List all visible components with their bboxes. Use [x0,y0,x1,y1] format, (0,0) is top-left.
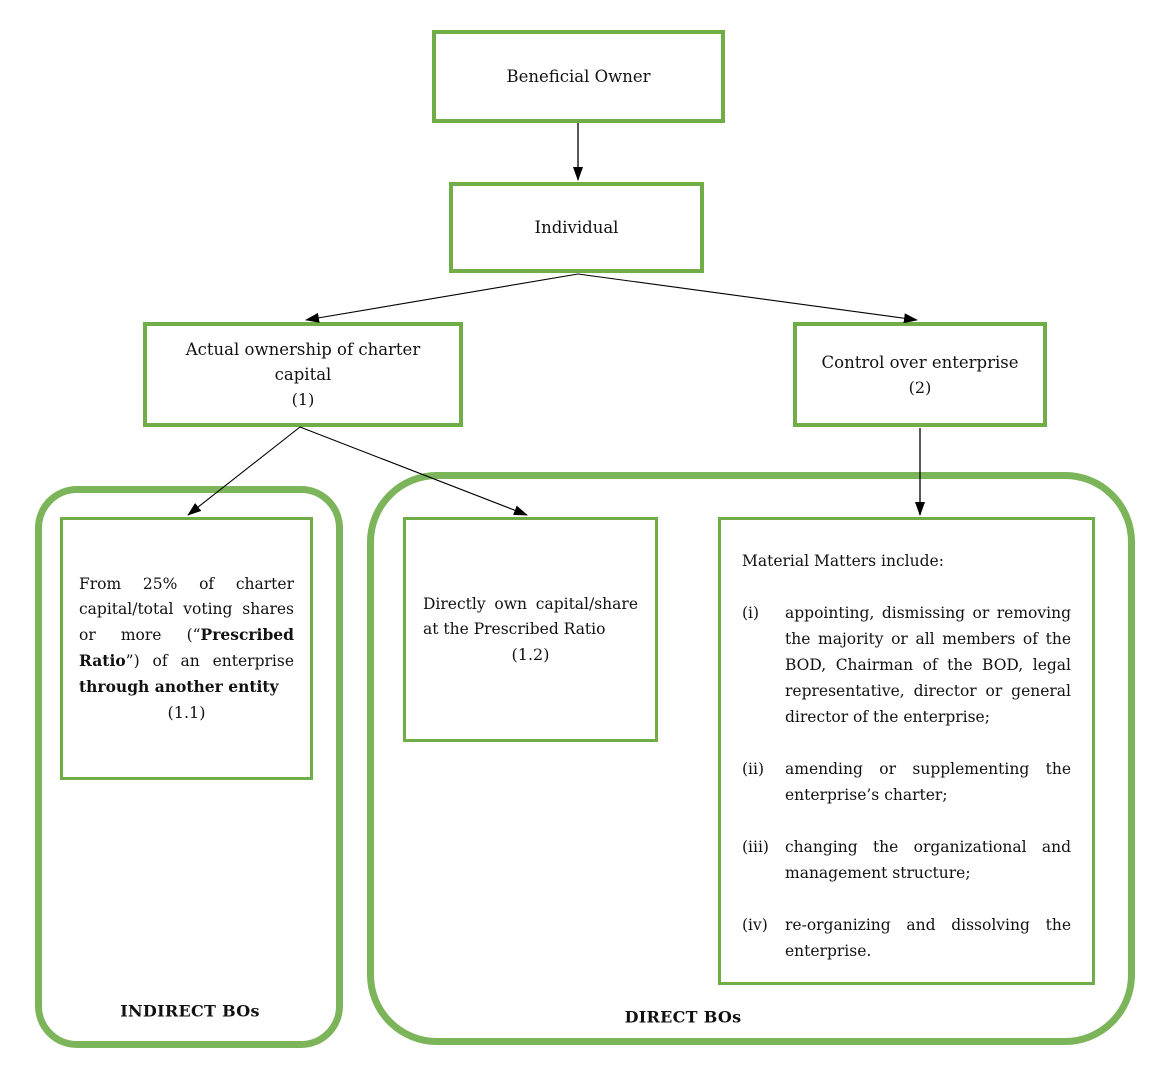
actual-ownership-box [143,322,463,427]
indirect-ownership-text-part1: From 25% of charter capital/total voting shares or more (“ [79,575,294,644]
material-matters-item-1-num: (i) [742,604,760,622]
material-matters-item-2-text: amending or supplementing the enterprise’s charter; [785,760,1071,804]
control-over-enterprise-ref: (2) [908,377,932,397]
direct-ownership-text: Directly own capital/share at the Prescribed Ratio [423,595,638,638]
material-matters-item-3 [742,834,1071,886]
indirect-ownership-text-bold1: Prescribed Ratio [79,625,294,670]
material-matters-item-4 [742,912,1071,964]
material-matters-heading: Material Matters include: [742,552,944,570]
individual-label: Individual [534,218,619,237]
beneficial-owner-label: Beneficial Owner [506,67,651,86]
indirect-ownership-box [60,517,313,780]
indirect-ownership-text [79,572,294,700]
indirect-ownership-text-part2: ”) of an enterprise [125,652,294,670]
control-over-enterprise-box [793,322,1047,427]
material-matters-item-4-num: (iv) [742,916,768,934]
material-matters-item-4-text: re-organizing and dissolving the enterprise. [785,916,1071,960]
indirect-bos-label: INDIRECT BOs [120,1001,260,1021]
indirect-ownership-text-bold2: through another entity [79,677,279,696]
indirect-ownership-ref: (1.1) [167,703,206,722]
material-matters-item-3-num: (iii) [742,838,769,856]
material-matters-item-2 [742,756,1071,808]
control-over-enterprise-label: Control over enterprise [821,352,1019,372]
arrow-individual-to-control [578,274,917,320]
direct-ownership-box [403,517,658,742]
material-matters-box [718,517,1095,985]
individual-box [449,182,704,273]
actual-ownership-label: Actual ownership of charter capital [185,340,421,384]
material-matters-item-1 [742,600,1071,730]
actual-ownership-ref: (1) [291,390,315,409]
material-matters-item-2-num: (ii) [742,760,765,778]
direct-ownership-ref: (1.2) [511,645,550,664]
arrow-individual-to-ownership [306,274,578,320]
direct-bos-label: DIRECT BOs [624,1007,742,1027]
beneficial-owner-box [432,30,725,123]
material-matters-item-3-text: changing the organizational and management structure; [785,838,1071,882]
material-matters-item-1-text: appointing, dismissing or removing the majority or all members of the BOD, Chairman of the BOD, legal representative, director or general director of the enterprise; [785,604,1071,726]
